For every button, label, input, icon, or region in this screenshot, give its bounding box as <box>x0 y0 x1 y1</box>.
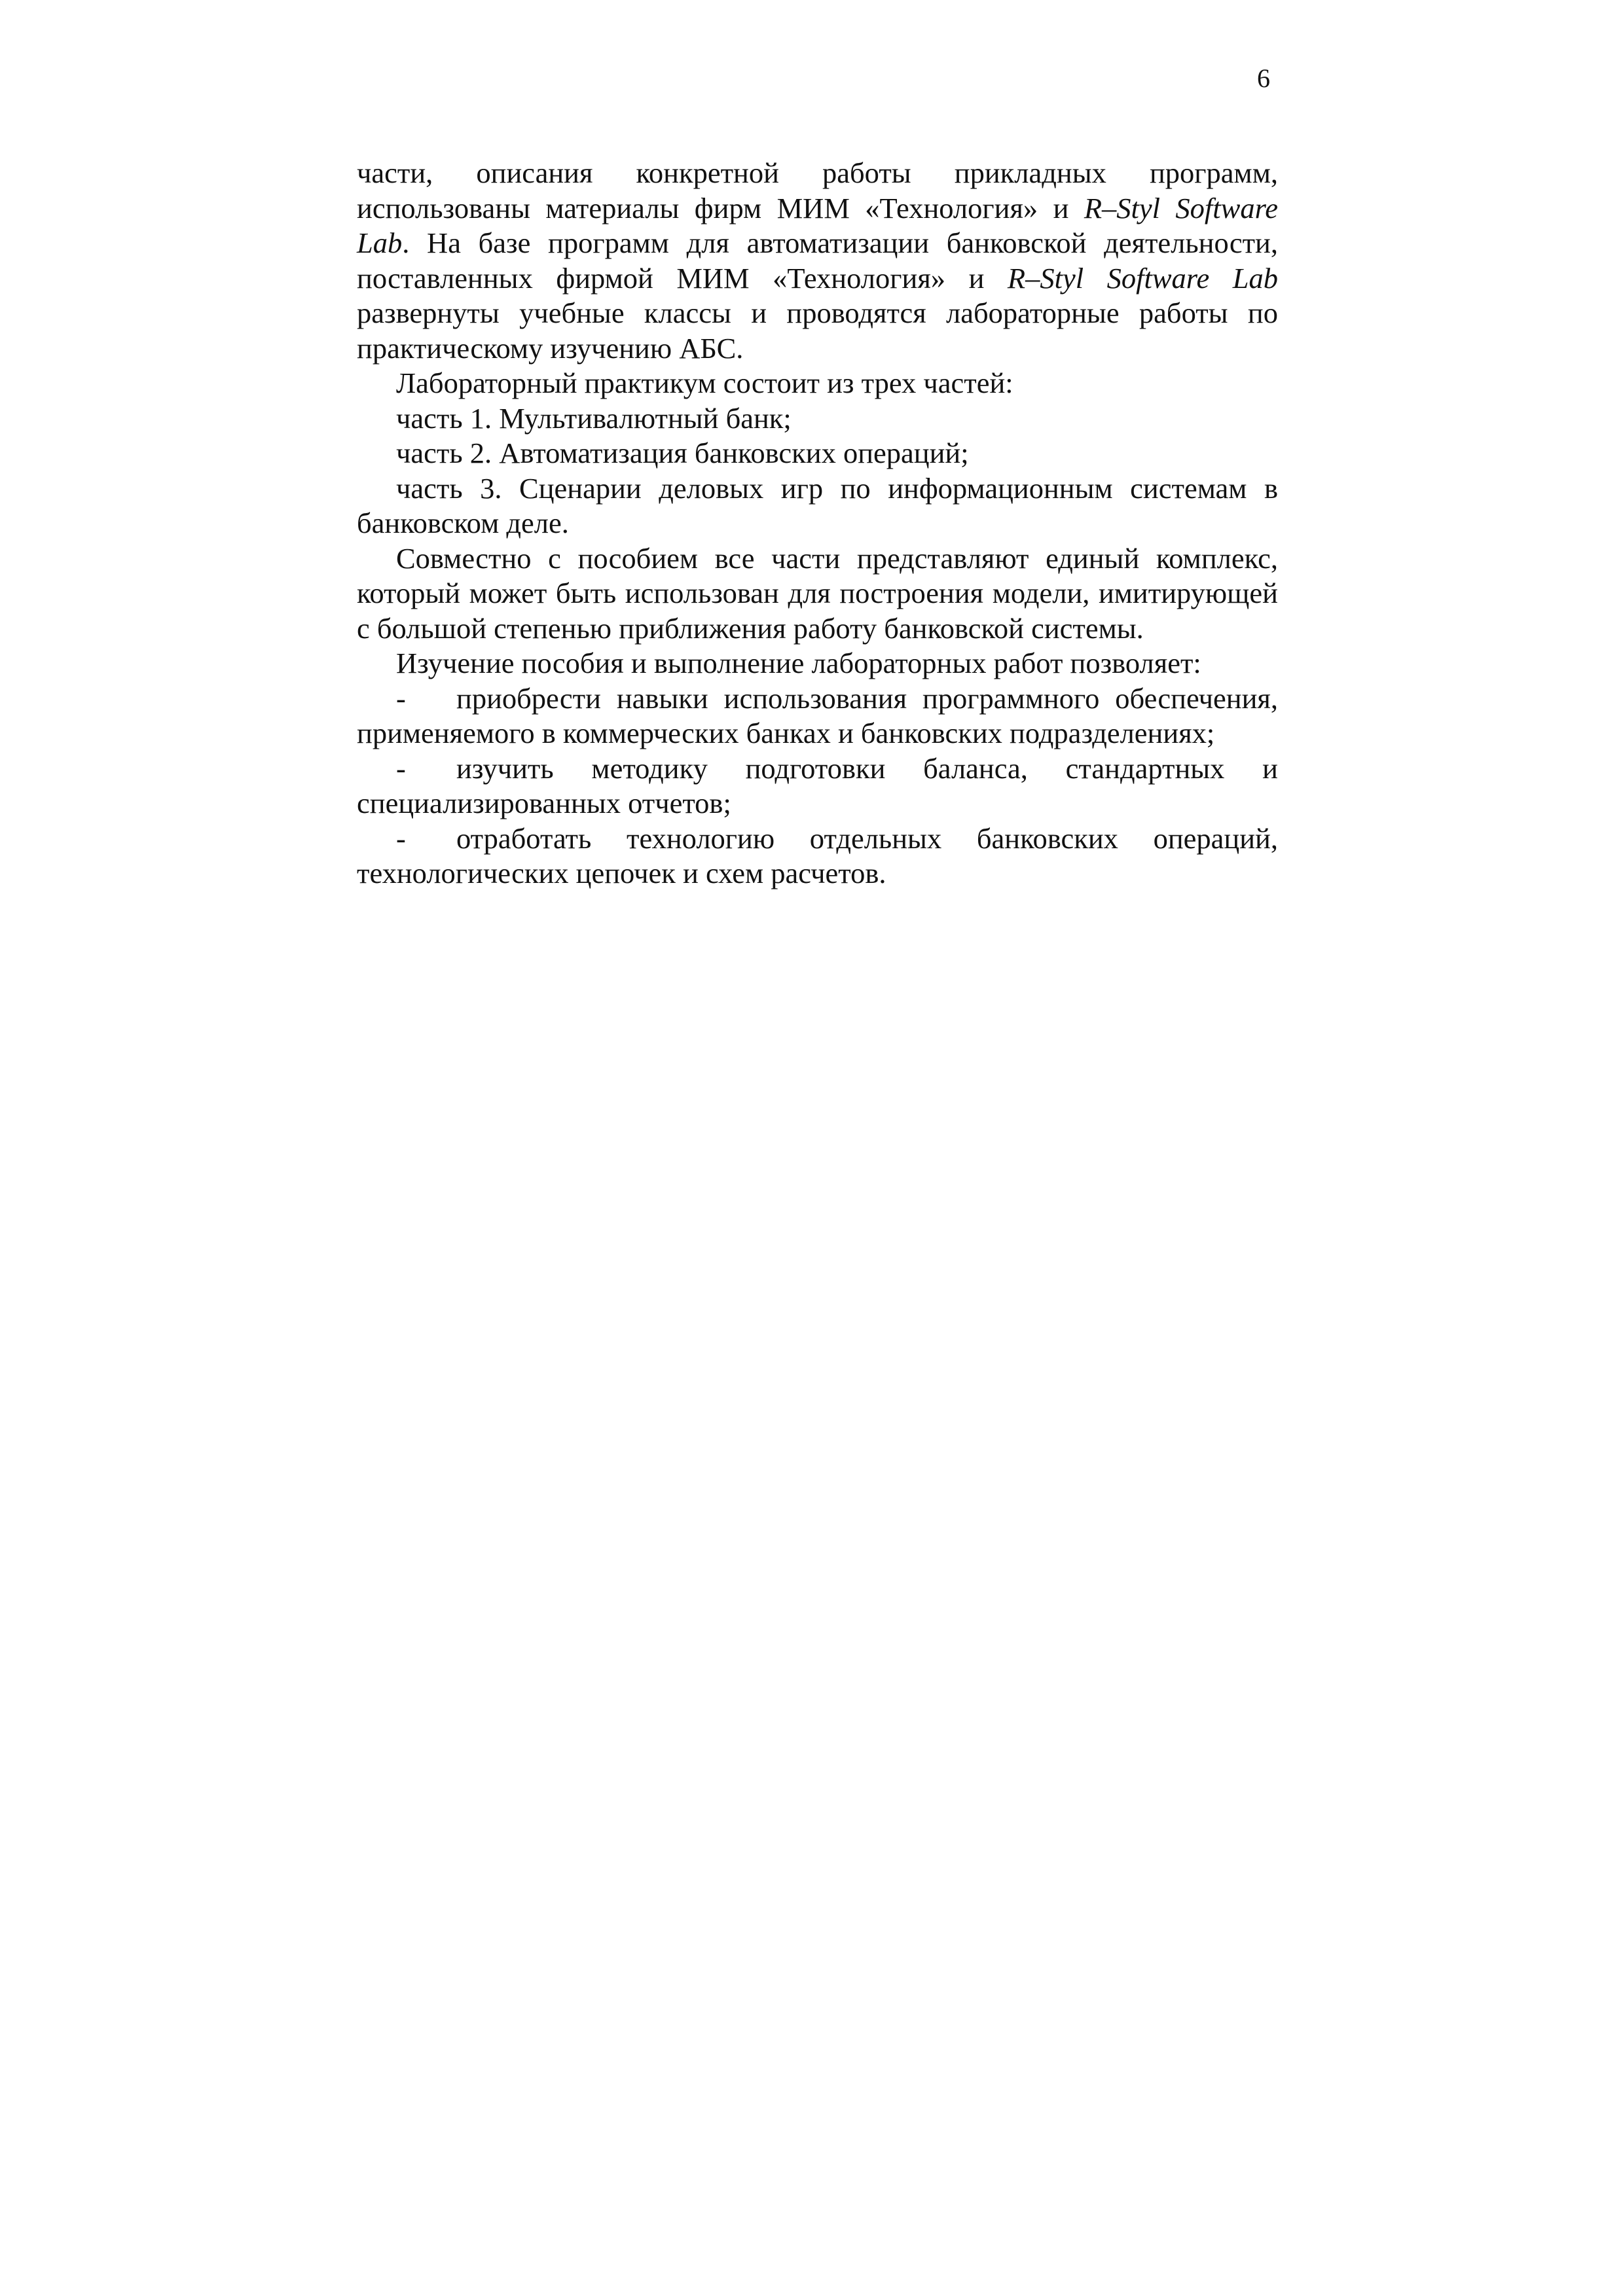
company-name-rstyl: R–Styl Software Lab <box>357 191 1278 259</box>
company-name-rstyl-2: R–Styl Software Lab <box>1007 261 1278 295</box>
paragraph-part-1: часть 1. Мультивалютный банк; <box>396 401 792 435</box>
paragraph-part-3: часть 3. Сценарии деловых игр по информационным системам в банковском деле. <box>357 471 1278 539</box>
list-item-text: приобрести навыки использования программного обеспечения, применяемого в коммерческих банках и банковских подразделениях; <box>357 681 1278 749</box>
paragraph-intro <box>357 156 1278 366</box>
paragraph-intro-part-e: развернуты учебные классы и проводятся лабораторные работы по практическому изучению АБС. <box>357 296 1278 365</box>
page-number: 6 <box>1257 63 1270 93</box>
paragraph-intro-part-c: . На базе программ для автоматизации банковской деятельности, поставленных фирмой МИМ «Технология» и <box>357 226 1278 295</box>
paragraph-intro-part-a: части, описания конкретной работы прикладных программ, использованы материалы фирм МИМ «Технология» и <box>357 156 1278 224</box>
list-item-text: изучить методику подготовки баланса, стандартных и специализированных отчетов; <box>357 751 1278 819</box>
paragraph-part-2: часть 2. Автоматизация банковских операций; <box>396 437 969 469</box>
paragraph-study: Изучение пособия и выполнение лабораторных работ позволяет: <box>396 647 1201 679</box>
list-item <box>357 821 1278 891</box>
list-dash: - <box>396 751 406 785</box>
paragraph-complex: Совместно с пособием все части представляют единый комплекс, который может быть использован для построения модели, имитирующей с большой степенью приближения работу банковской системы. <box>357 541 1278 645</box>
list-dash: - <box>396 821 406 855</box>
paragraph-parts-intro: Лабораторный практикум состоит из трех частей: <box>396 367 1013 399</box>
body-text <box>357 156 1278 891</box>
list-item <box>357 681 1278 751</box>
list-item <box>357 751 1278 821</box>
list-item-text: отработать технологию отдельных банковских операций, технологических цепочек и схем расчетов. <box>357 821 1278 889</box>
list-dash: - <box>396 681 406 715</box>
